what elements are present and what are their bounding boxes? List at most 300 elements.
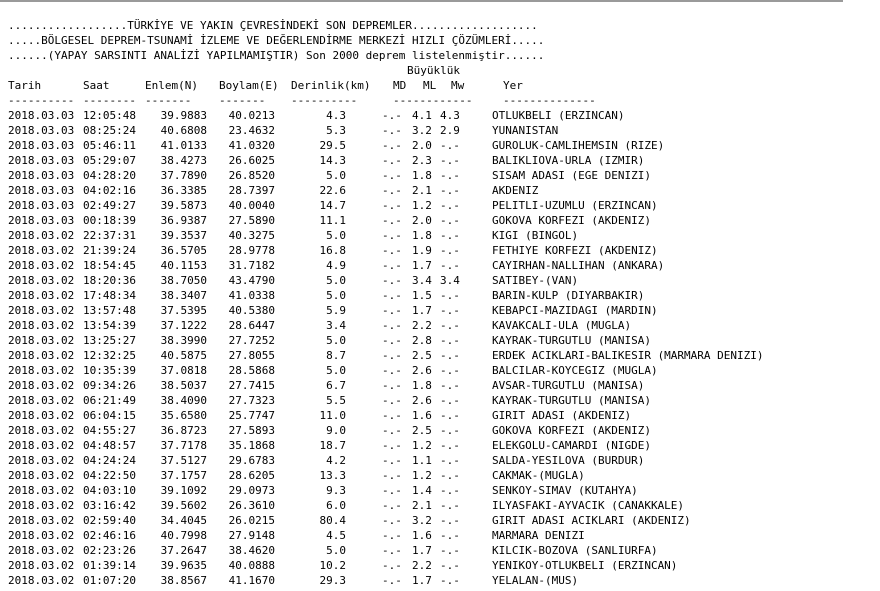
cell-saat: 04:02:16 <box>83 184 136 197</box>
cell-md: -.- <box>382 484 402 497</box>
col-tarih: Tarih <box>8 79 42 92</box>
cell-saat: 01:39:14 <box>83 559 136 572</box>
cell-md: -.- <box>382 304 402 317</box>
cell-md: -.- <box>382 199 402 212</box>
cell-tarih: 2018.03.02 <box>8 304 75 317</box>
cell-mw: 3.4 <box>440 274 460 287</box>
cell-derinlik: 6.7 <box>326 379 346 392</box>
cell-ml: 1.4 <box>412 484 432 497</box>
cell-mw: -.- <box>440 334 460 347</box>
cell-ml: 3.4 <box>412 274 432 287</box>
cell-md: -.- <box>382 169 402 182</box>
cell-md: -.- <box>382 124 402 137</box>
table-row <box>8 243 764 258</box>
magnitude-group-row <box>8 63 764 78</box>
cell-yer: KEBAPCI-MAZIDAGI (MARDIN) <box>492 304 658 317</box>
cell-mw: 2.9 <box>440 124 460 137</box>
cell-derinlik: 4.5 <box>326 529 346 542</box>
cell-derinlik: 4.9 <box>326 259 346 272</box>
table-row <box>8 498 764 513</box>
cell-tarih: 2018.03.02 <box>8 514 75 527</box>
cell-derinlik: 14.3 <box>319 154 346 167</box>
cell-mw: -.- <box>440 469 460 482</box>
cell-derinlik: 3.4 <box>326 319 346 332</box>
cell-mw: -.- <box>440 154 460 167</box>
cell-tarih: 2018.03.02 <box>8 574 75 587</box>
cell-yer: GIRIT ADASI (AKDENIZ) <box>492 409 632 422</box>
cell-md: -.- <box>382 409 402 422</box>
cell-enlem: 38.8567 <box>160 574 207 587</box>
cell-saat: 05:29:07 <box>83 154 136 167</box>
table-row <box>8 363 764 378</box>
top-rule <box>0 0 843 2</box>
cell-boylam: 38.4620 <box>228 544 275 557</box>
cell-mw: 4.3 <box>440 109 460 122</box>
table-row <box>8 138 764 153</box>
cell-boylam: 40.0040 <box>228 199 275 212</box>
col-ml: ML <box>423 79 437 92</box>
cell-enlem: 37.7178 <box>160 439 207 452</box>
cell-yer: SALDA-YESILOVA (BURDUR) <box>492 454 645 467</box>
cell-boylam: 25.7747 <box>228 409 275 422</box>
cell-yer: PELITLI-UZUMLU (ERZINCAN) <box>492 199 658 212</box>
sep-derinlik: ---------- <box>291 94 358 107</box>
cell-yer: CAKMAK-(MUGLA) <box>492 469 585 482</box>
cell-md: -.- <box>382 229 402 242</box>
cell-enlem: 38.3407 <box>160 289 207 302</box>
cell-saat: 06:04:15 <box>83 409 136 422</box>
cell-ml: 1.8 <box>412 169 432 182</box>
cell-boylam: 27.5893 <box>228 424 275 437</box>
cell-md: -.- <box>382 214 402 227</box>
cell-saat: 02:23:26 <box>83 544 136 557</box>
cell-mw: -.- <box>440 349 460 362</box>
cell-saat: 03:16:42 <box>83 499 136 512</box>
cell-derinlik: 14.7 <box>319 199 346 212</box>
cell-mw: -.- <box>440 559 460 572</box>
cell-md: -.- <box>382 529 402 542</box>
cell-tarih: 2018.03.03 <box>8 184 75 197</box>
cell-yer: ILYASFAKI-AYVACIK (CANAKKALE) <box>492 499 685 512</box>
cell-md: -.- <box>382 394 402 407</box>
cell-ml: 1.6 <box>412 529 432 542</box>
cell-md: -.- <box>382 274 402 287</box>
cell-boylam: 41.0320 <box>228 139 275 152</box>
cell-boylam: 27.7252 <box>228 334 275 347</box>
cell-tarih: 2018.03.03 <box>8 109 75 122</box>
cell-mw: -.- <box>440 259 460 272</box>
cell-saat: 09:34:26 <box>83 379 136 392</box>
cell-tarih: 2018.03.03 <box>8 154 75 167</box>
cell-yer: AVSAR-TURGUTLU (MANISA) <box>492 379 645 392</box>
cell-saat: 10:35:39 <box>83 364 136 377</box>
cell-yer: KAYRAK-TURGUTLU (MANISA) <box>492 394 651 407</box>
cell-yer: KAVAKCALI-ULA (MUGLA) <box>492 319 632 332</box>
cell-yer: BALIKLIOVA-URLA (IZMIR) <box>492 154 645 167</box>
cell-derinlik: 13.3 <box>319 469 346 482</box>
cell-md: -.- <box>382 379 402 392</box>
cell-ml: 1.2 <box>412 439 432 452</box>
cell-enlem: 39.1092 <box>160 484 207 497</box>
cell-mw: -.- <box>440 139 460 152</box>
cell-boylam: 31.7182 <box>228 259 275 272</box>
cell-tarih: 2018.03.02 <box>8 289 75 302</box>
cell-boylam: 28.6205 <box>228 469 275 482</box>
cell-tarih: 2018.03.02 <box>8 394 75 407</box>
cell-yer: SISAM ADASI (EGE DENIZI) <box>492 169 651 182</box>
cell-ml: 1.5 <box>412 289 432 302</box>
cell-saat: 02:59:40 <box>83 514 136 527</box>
cell-md: -.- <box>382 184 402 197</box>
cell-md: -.- <box>382 259 402 272</box>
cell-ml: 2.6 <box>412 394 432 407</box>
table-row <box>8 348 764 363</box>
cell-mw: -.- <box>440 229 460 242</box>
cell-mw: -.- <box>440 424 460 437</box>
cell-saat: 04:22:50 <box>83 469 136 482</box>
cell-boylam: 27.8055 <box>228 349 275 362</box>
cell-saat: 04:03:10 <box>83 484 136 497</box>
cell-boylam: 26.6025 <box>228 154 275 167</box>
sep-saat: -------- <box>83 94 136 107</box>
cell-boylam: 40.3275 <box>228 229 275 242</box>
cell-tarih: 2018.03.02 <box>8 244 75 257</box>
table-row <box>8 153 764 168</box>
cell-mw: -.- <box>440 199 460 212</box>
cell-yer: GIRIT ADASI ACIKLARI (AKDENIZ) <box>492 514 691 527</box>
cell-ml: 2.5 <box>412 349 432 362</box>
cell-yer: OTLUKBELI (ERZINCAN) <box>492 109 625 122</box>
sep-enlem: ------- <box>145 94 192 107</box>
cell-ml: 1.8 <box>412 229 432 242</box>
cell-md: -.- <box>382 559 402 572</box>
cell-enlem: 40.6808 <box>160 124 207 137</box>
cell-ml: 1.2 <box>412 469 432 482</box>
cell-derinlik: 5.0 <box>326 229 346 242</box>
col-boylam: Boylam(E) <box>219 79 279 92</box>
earthquake-listing <box>8 18 764 588</box>
cell-saat: 04:48:57 <box>83 439 136 452</box>
cell-tarih: 2018.03.02 <box>8 499 75 512</box>
table-row <box>8 168 764 183</box>
cell-tarih: 2018.03.02 <box>8 259 75 272</box>
table-row <box>8 123 764 138</box>
header-line-1: ..................TÜRKİYE VE YAKIN ÇEVRESİNDEKİ SON DEPREMLER................... <box>8 19 538 32</box>
cell-boylam: 26.8520 <box>228 169 275 182</box>
cell-saat: 13:54:39 <box>83 319 136 332</box>
cell-enlem: 37.5395 <box>160 304 207 317</box>
cell-ml: 1.6 <box>412 409 432 422</box>
cell-derinlik: 29.5 <box>319 139 346 152</box>
cell-ml: 2.2 <box>412 319 432 332</box>
cell-yer: KIGI (BINGOL) <box>492 229 579 242</box>
cell-enlem: 37.1222 <box>160 319 207 332</box>
cell-derinlik: 22.6 <box>319 184 346 197</box>
cell-ml: 1.7 <box>412 259 432 272</box>
table-row <box>8 318 764 333</box>
cell-mw: -.- <box>440 214 460 227</box>
cell-ml: 1.8 <box>412 379 432 392</box>
cell-tarih: 2018.03.02 <box>8 274 75 287</box>
cell-tarih: 2018.03.03 <box>8 169 75 182</box>
col-saat: Saat <box>83 79 110 92</box>
cell-tarih: 2018.03.02 <box>8 364 75 377</box>
cell-saat: 13:57:48 <box>83 304 136 317</box>
table-row <box>8 423 764 438</box>
table-row <box>8 573 764 588</box>
table-row <box>8 108 764 123</box>
cell-derinlik: 5.5 <box>326 394 346 407</box>
table-row <box>8 483 764 498</box>
cell-derinlik: 80.4 <box>319 514 346 527</box>
cell-enlem: 34.4045 <box>160 514 207 527</box>
cell-boylam: 27.7323 <box>228 394 275 407</box>
cell-derinlik: 5.0 <box>326 334 346 347</box>
cell-saat: 12:32:25 <box>83 349 136 362</box>
cell-enlem: 39.3537 <box>160 229 207 242</box>
cell-boylam: 29.6783 <box>228 454 275 467</box>
separator-row <box>8 93 764 108</box>
table-row <box>8 333 764 348</box>
cell-yer: ERDEK ACIKLARI-BALIKESIR (MARMARA DENIZI) <box>492 349 764 362</box>
cell-enlem: 36.3385 <box>160 184 207 197</box>
cell-yer: GUROLUK-CAMLIHEMSIN (RIZE) <box>492 139 665 152</box>
cell-mw: -.- <box>440 184 460 197</box>
table-row <box>8 303 764 318</box>
col-yer: Yer <box>503 79 523 92</box>
cell-boylam: 28.7397 <box>228 184 275 197</box>
cell-tarih: 2018.03.02 <box>8 529 75 542</box>
cell-md: -.- <box>382 469 402 482</box>
table-row <box>8 408 764 423</box>
table-row <box>8 198 764 213</box>
col-derinlik: Derinlik(km) <box>291 79 371 92</box>
cell-enlem: 39.5873 <box>160 199 207 212</box>
col-enlem: Enlem(N) <box>145 79 198 92</box>
cell-boylam: 40.0213 <box>228 109 275 122</box>
cell-saat: 18:54:45 <box>83 259 136 272</box>
cell-enlem: 38.3990 <box>160 334 207 347</box>
table-row <box>8 288 764 303</box>
cell-enlem: 35.6580 <box>160 409 207 422</box>
cell-md: -.- <box>382 424 402 437</box>
cell-ml: 2.6 <box>412 364 432 377</box>
cell-tarih: 2018.03.02 <box>8 439 75 452</box>
cell-boylam: 40.0888 <box>228 559 275 572</box>
cell-yer: KILCIK-BOZOVA (SANLIURFA) <box>492 544 658 557</box>
cell-tarih: 2018.03.02 <box>8 319 75 332</box>
cell-derinlik: 9.0 <box>326 424 346 437</box>
cell-enlem: 40.5875 <box>160 349 207 362</box>
cell-yer: BALCILAR-KOYCEGIZ (MUGLA) <box>492 364 658 377</box>
cell-enlem: 39.9883 <box>160 109 207 122</box>
table-row <box>8 258 764 273</box>
cell-md: -.- <box>382 349 402 362</box>
cell-ml: 1.1 <box>412 454 432 467</box>
cell-ml: 2.1 <box>412 499 432 512</box>
cell-derinlik: 5.0 <box>326 169 346 182</box>
cell-derinlik: 5.9 <box>326 304 346 317</box>
cell-tarih: 2018.03.02 <box>8 559 75 572</box>
cell-derinlik: 16.8 <box>319 244 346 257</box>
cell-ml: 2.1 <box>412 184 432 197</box>
cell-tarih: 2018.03.02 <box>8 229 75 242</box>
cell-ml: 2.0 <box>412 214 432 227</box>
cell-enlem: 37.2647 <box>160 544 207 557</box>
cell-mw: -.- <box>440 574 460 587</box>
cell-saat: 21:39:24 <box>83 244 136 257</box>
cell-mw: -.- <box>440 394 460 407</box>
cell-yer: FETHIYE KORFEZI (AKDENIZ) <box>492 244 658 257</box>
cell-mw: -.- <box>440 439 460 452</box>
cell-yer: ELEKGOLU-CAMARDI (NIGDE) <box>492 439 651 452</box>
cell-yer: YUNANISTAN <box>492 124 559 137</box>
cell-boylam: 41.1670 <box>228 574 275 587</box>
cell-enlem: 37.5127 <box>160 454 207 467</box>
cell-md: -.- <box>382 139 402 152</box>
cell-md: -.- <box>382 319 402 332</box>
cell-derinlik: 5.0 <box>326 364 346 377</box>
table-row <box>8 183 764 198</box>
cell-mw: -.- <box>440 409 460 422</box>
cell-md: -.- <box>382 289 402 302</box>
cell-mw: -.- <box>440 379 460 392</box>
cell-mw: -.- <box>440 514 460 527</box>
sep-boylam: ------- <box>219 94 266 107</box>
cell-yer: KAYRAK-TURGUTLU (MANISA) <box>492 334 651 347</box>
header-line-2: .....BÖLGESEL DEPREM-TSUNAMİ İZLEME VE DEĞERLENDİRME MERKEZİ HIZLI ÇÖZÜMLERİ..... <box>8 34 545 47</box>
cell-yer: MARMARA DENIZI <box>492 529 585 542</box>
cell-yer: SATIBEY-(VAN) <box>492 274 579 287</box>
cell-md: -.- <box>382 439 402 452</box>
earthquake-rows <box>8 108 764 588</box>
cell-mw: -.- <box>440 499 460 512</box>
cell-boylam: 41.0338 <box>228 289 275 302</box>
cell-boylam: 27.5890 <box>228 214 275 227</box>
cell-ml: 2.3 <box>412 154 432 167</box>
cell-derinlik: 4.3 <box>326 109 346 122</box>
cell-ml: 1.2 <box>412 199 432 212</box>
cell-enlem: 37.0818 <box>160 364 207 377</box>
cell-boylam: 23.4632 <box>228 124 275 137</box>
col-md: MD <box>393 79 407 92</box>
cell-saat: 13:25:27 <box>83 334 136 347</box>
cell-enlem: 37.7890 <box>160 169 207 182</box>
cell-derinlik: 18.7 <box>319 439 346 452</box>
cell-md: -.- <box>382 364 402 377</box>
cell-derinlik: 11.1 <box>319 214 346 227</box>
cell-ml: 1.9 <box>412 244 432 257</box>
cell-derinlik: 10.2 <box>319 559 346 572</box>
cell-saat: 22:37:31 <box>83 229 136 242</box>
table-row <box>8 438 764 453</box>
cell-saat: 02:49:27 <box>83 199 136 212</box>
cell-enlem: 40.7998 <box>160 529 207 542</box>
cell-tarih: 2018.03.02 <box>8 409 75 422</box>
sep-tarih: ---------- <box>8 94 75 107</box>
cell-derinlik: 9.3 <box>326 484 346 497</box>
cell-tarih: 2018.03.02 <box>8 484 75 497</box>
cell-ml: 3.2 <box>412 124 432 137</box>
cell-ml: 1.7 <box>412 304 432 317</box>
table-row <box>8 273 764 288</box>
table-row <box>8 393 764 408</box>
cell-mw: -.- <box>440 319 460 332</box>
cell-md: -.- <box>382 244 402 257</box>
cell-tarih: 2018.03.03 <box>8 199 75 212</box>
cell-derinlik: 11.0 <box>319 409 346 422</box>
cell-saat: 12:05:48 <box>83 109 136 122</box>
cell-boylam: 40.5380 <box>228 304 275 317</box>
cell-enlem: 36.5705 <box>160 244 207 257</box>
cell-mw: -.- <box>440 244 460 257</box>
table-row <box>8 378 764 393</box>
cell-derinlik: 6.0 <box>326 499 346 512</box>
cell-enlem: 38.4273 <box>160 154 207 167</box>
cell-mw: -.- <box>440 304 460 317</box>
cell-md: -.- <box>382 574 402 587</box>
cell-yer: YELALAN-(MUS) <box>492 574 579 587</box>
cell-boylam: 28.5868 <box>228 364 275 377</box>
cell-ml: 4.1 <box>412 109 432 122</box>
cell-saat: 02:46:16 <box>83 529 136 542</box>
cell-enlem: 36.9387 <box>160 214 207 227</box>
cell-boylam: 29.0973 <box>228 484 275 497</box>
cell-tarih: 2018.03.02 <box>8 544 75 557</box>
cell-derinlik: 8.7 <box>326 349 346 362</box>
cell-saat: 04:24:24 <box>83 454 136 467</box>
cell-mw: -.- <box>440 454 460 467</box>
cell-enlem: 38.7050 <box>160 274 207 287</box>
cell-tarih: 2018.03.03 <box>8 214 75 227</box>
cell-yer: CAYIRHAN-NALLIHAN (ANKARA) <box>492 259 665 272</box>
cell-derinlik: 5.0 <box>326 274 346 287</box>
table-row <box>8 528 764 543</box>
cell-enlem: 41.0133 <box>160 139 207 152</box>
cell-md: -.- <box>382 514 402 527</box>
cell-tarih: 2018.03.02 <box>8 334 75 347</box>
cell-ml: 1.7 <box>412 544 432 557</box>
cell-md: -.- <box>382 454 402 467</box>
table-row <box>8 453 764 468</box>
cell-yer: SENKOY-SIMAV (KUTAHYA) <box>492 484 638 497</box>
cell-saat: 04:28:20 <box>83 169 136 182</box>
cell-mw: -.- <box>440 484 460 497</box>
cell-derinlik: 5.3 <box>326 124 346 137</box>
cell-saat: 06:21:49 <box>83 394 136 407</box>
cell-md: -.- <box>382 499 402 512</box>
cell-ml: 2.8 <box>412 334 432 347</box>
cell-boylam: 26.3610 <box>228 499 275 512</box>
cell-saat: 00:18:39 <box>83 214 136 227</box>
cell-enlem: 38.5037 <box>160 379 207 392</box>
table-row <box>8 543 764 558</box>
table-row <box>8 558 764 573</box>
cell-enlem: 37.1757 <box>160 469 207 482</box>
cell-yer: YENIKOY-OTLUKBELI (ERZINCAN) <box>492 559 678 572</box>
cell-boylam: 27.9148 <box>228 529 275 542</box>
cell-yer: GOKOVA KORFEZI (AKDENIZ) <box>492 214 651 227</box>
cell-saat: 01:07:20 <box>83 574 136 587</box>
cell-saat: 08:25:24 <box>83 124 136 137</box>
cell-derinlik: 5.0 <box>326 544 346 557</box>
column-header-row <box>8 78 764 93</box>
cell-yer: BARIN-KULP (DIYARBAKIR) <box>492 289 645 302</box>
col-mw: Mw <box>451 79 465 92</box>
cell-ml: 2.5 <box>412 424 432 437</box>
cell-saat: 18:20:36 <box>83 274 136 287</box>
cell-tarih: 2018.03.02 <box>8 469 75 482</box>
